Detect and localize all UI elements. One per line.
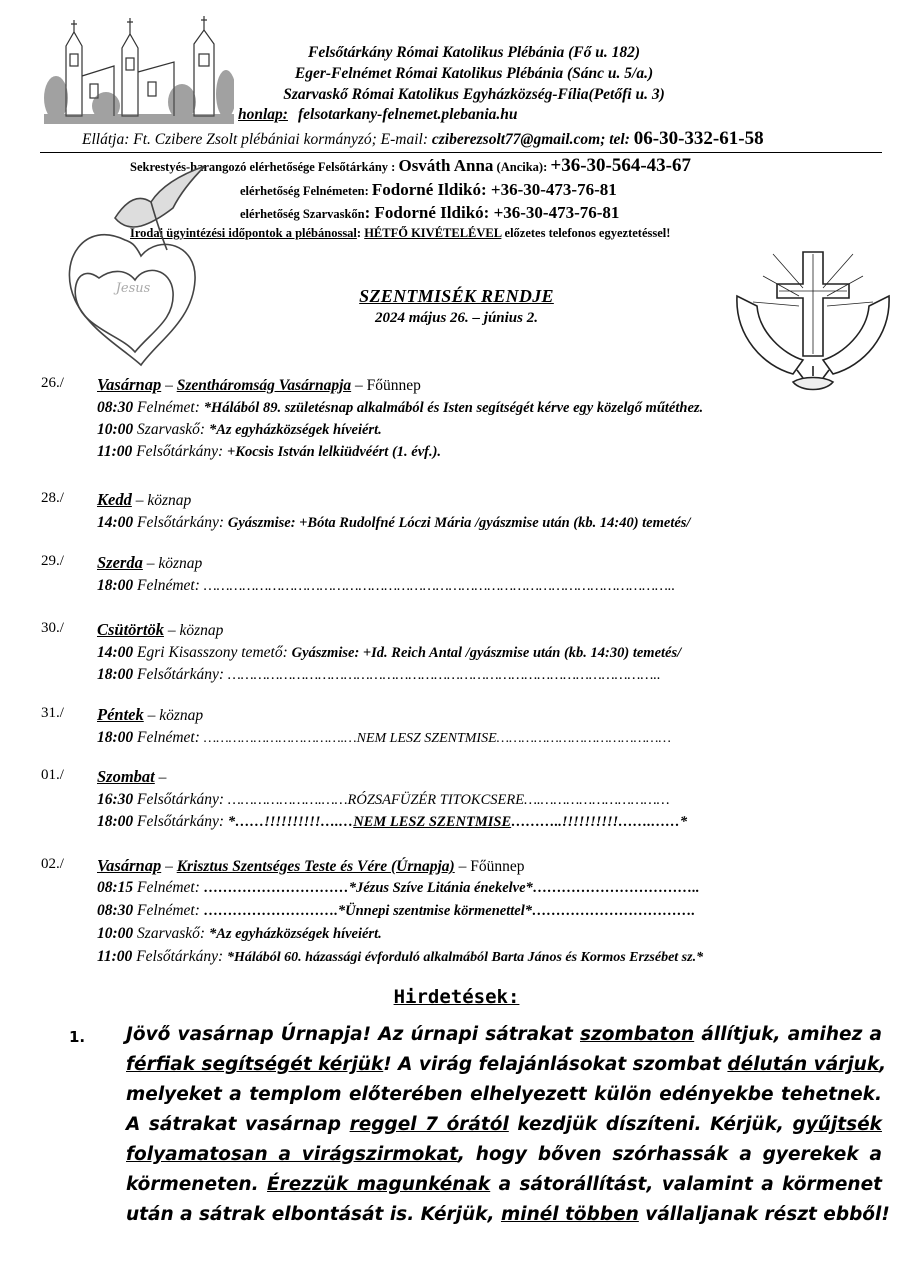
announcement-segment: ! A virág felajánlásokat szombat [383,1054,728,1075]
mass-place: Felnémet: [133,399,204,416]
mass-place: Felsőtárkány: [132,948,228,965]
parish-line-1: Felsőtárkány Római Katolikus Plébánia (Fő u. 182) [308,44,640,61]
mass-place: Felnémet: [133,902,204,919]
day-name: Kedd [97,490,132,509]
announcement-segment: Érezzük magunkénak [267,1174,491,1195]
mass-intention: *Hálából 89. születésnap alkalmából és Isten segítségét kérve egy közelgő műtéthez. [203,400,704,416]
parish-line-2: Eger-Felnémet Római Katolikus Plébánia (Sánc u. 5/a.) [294,65,654,82]
szarvasko-value: : Fodorné Ildikó: +36-30-473-76-81 [364,203,620,222]
day-number: 01./ [41,767,64,783]
announcement-segment: kezdjük díszíteni. Kérjük, [508,1114,793,1135]
announcement-line [126,1170,882,1200]
day-number: 28./ [41,490,64,506]
day-heading [97,375,421,395]
mass-time: 16:30 [97,791,134,808]
mass-entry [97,902,695,920]
mass-entry [97,925,382,943]
mass-time: 08:15 [97,879,134,896]
felnemet-label: elérhetőség Felnémeten: [240,184,372,198]
office-hours-exception: HÉTFŐ KIVÉTELÉVEL [364,226,502,240]
header-divider [40,152,882,153]
feast-name: Krisztus Szentséges Teste és Vére (Úrnapja) [176,858,455,875]
mass-time: 18:00 [97,813,134,830]
announcement-line [126,1050,887,1080]
mass-entry [97,399,703,417]
office-hours-note: előzetes telefonos egyeztetéssel! [501,226,671,240]
office-hours-label: Irodai ügyintézési időpontok a plébánossal [130,226,357,240]
day-heading [97,856,524,876]
mass-place: Felsőtárkány: [133,514,228,531]
announcement-segment: , [879,1054,887,1075]
day-heading [97,705,203,725]
parish-line-3: Szarvaskő Római Katolikus Egyházközség-Fília(Petőfi u. 3) [283,86,665,103]
mass-entry [97,443,441,461]
mass-place: Szarvaskő: [133,421,209,438]
sacristan-phone[interactable]: +36-30-564-43-67 [550,155,692,176]
mass-intention: ……………………………………………………………………………………….. [227,667,661,683]
szarvasko-label: elérhetőség Szarvaskőn [240,207,365,221]
office-hours-sep: : [356,226,365,240]
mass-time: 10:00 [97,421,134,438]
day-name: Szerda [97,553,143,572]
day-number: 26./ [41,375,64,391]
announcement-number: 1. [69,1028,86,1046]
announcement-line [126,1140,882,1170]
day-sep: – köznap [142,555,203,572]
announcement-segment: után a sátrak elbontását is. Kérjük, [126,1204,501,1225]
mass-time: 14:00 [97,514,134,531]
announcement-segment: a sátorállítást, valamint a körmenet [490,1174,882,1195]
mass-place: Felsőtárkány: [133,666,228,683]
day-name: Csütörtök [97,620,164,639]
day-sep: – köznap [143,707,204,724]
mass-entry [97,514,690,532]
mass-entry [97,421,382,439]
mass-entry [97,577,675,595]
announcements-title: Hirdetések: [393,986,520,1008]
szarvasko-contact [240,203,619,223]
tel-label: tel: [605,131,634,148]
day-sep: – [154,769,167,786]
mass-intention: +Kocsis István lelkiüdvéért (1. évf.). [227,444,442,460]
sacristan-nick: (Ancika): [493,160,551,174]
announcement-segment: körmeneten. [126,1174,268,1195]
mass-entry [97,791,670,809]
day-sep: – [161,377,177,394]
day-sep: – köznap [131,492,192,509]
announcement-segment: melyeket a templom előterében elhelyezett külön edényekbe tehetnek. [126,1084,882,1105]
announcement-segment: , hogy bőven szórhassák a gyerekek a [457,1144,882,1165]
day-name: Vasárnap [97,856,162,875]
announcement-segment: vállaljanak részt ebből! [638,1204,890,1225]
mass-place: Szarvaskő: [133,925,209,942]
mass-time: 11:00 [97,948,133,965]
announcement-segment: folyamatosan a virágszirmokat [126,1144,458,1165]
mass-intention: Gyászmise: +Id. Reich Antal /gyászmise után (kb. 14:30) temetés/ [291,645,682,661]
day-sep: – köznap [163,622,224,639]
mass-intention: ……………………………………………………………………………………………….. [203,578,676,594]
mass-intention: *Hálából 60. házassági évforduló alkalmából Barta János és Kormos Erzsébet sz.* [227,950,704,965]
day-name: Szombat [97,767,155,786]
felnemet-value: Fodorné Ildikó: +36-30-473-76-81 [371,180,617,199]
day-number: 31./ [41,705,64,721]
dove-hearts-illustration [55,160,215,370]
day-number: 29./ [41,553,64,569]
mass-intention: ……………………….*Ünnepi szentmise körmenettel*……………………………. [203,903,696,919]
announcement-segment: reggel 7 órától [349,1114,509,1135]
announcement-line [126,1080,882,1110]
day-name: Péntek [97,705,144,724]
mass-intention: *Az egyházközségek híveiért. [208,422,382,438]
mass-intention: …………………………….…NEM LESZ SZENTMISE…………………………………… [203,731,671,746]
feast-rank: – Főünnep [454,858,525,875]
announcement-line [126,1200,890,1230]
schedule-title: SZENTMISÉK RENDJE [359,286,554,306]
mass-intention: ………………….……RÓZSAFÜZÉR TITOKCSERE….………………………… [227,792,670,808]
mass-time: 10:00 [97,925,134,942]
mass-intention-emphasis: NEM LESZ SZENTMISE [353,814,512,830]
mass-intention-end: ………..!!!!!!!!!!…….……* [511,814,688,830]
day-heading [97,767,166,787]
mass-entry [97,666,661,684]
mass-intention: Gyászmise: +Bóta Rudolfné Lóczi Mária /gyászmise után (kb. 14:40) temetés/ [227,515,691,531]
mass-time: 08:30 [97,902,134,919]
mass-place: Felsőtárkány: [132,443,228,460]
announcement-line [126,1020,882,1050]
mass-place: Egri Kisasszony temető: [133,644,292,661]
mass-time: 14:00 [97,644,134,661]
sacristan-label: Sekrestyés-harangozó elérhetősége Felsőtárkány : [130,160,399,174]
announcement-segment: minél többen [500,1204,639,1225]
day-heading [97,553,202,573]
day-number: 30./ [41,620,64,636]
sacristan-name: Osváth Anna [398,156,494,175]
church-illustration [44,6,234,124]
feast-name: Szentháromság Vasárnapja [176,377,352,394]
website-url[interactable]: felsotarkany-felnemet.plebania.hu [297,106,518,123]
day-sep: – [161,858,177,875]
mass-place: Felnémet: [133,729,204,746]
mass-time: 18:00 [97,729,134,746]
priest-info: Ellátja: Ft. Czibere Zsolt plébániai kormányzó; E-mail: [82,131,432,148]
mass-place: Felnémet: [133,577,204,594]
mass-intention: *Az egyházközségek híveiért. [208,926,382,942]
priest-email[interactable]: cziberezsolt77@gmail.com; [431,131,606,148]
announcement-segment: gyűjtsék [792,1114,882,1135]
mass-time: 18:00 [97,577,134,594]
mass-entry [97,729,671,747]
day-heading [97,620,223,640]
announcement-text [126,1020,890,1230]
mass-place: Felnémet: [133,879,204,896]
mass-place: Felsőtárkány: [133,791,228,808]
felnemet-contact [240,180,617,200]
announcement-segment: állítjuk, amihez a [694,1024,882,1045]
mass-intention: …………………………*Jézus Szíve Litánia énekelve*…………………………….. [203,880,700,896]
mass-intention: *……!!!!!!!!!!….… [227,814,354,830]
mass-time: 08:30 [97,399,134,416]
mass-time: 11:00 [97,443,133,460]
mass-time: 18:00 [97,666,134,683]
announcement-segment: Jövő vasárnap Úrnapja! Az úrnapi sátrakat [126,1024,580,1045]
schedule-date-range: 2024 május 26. – június 2. [375,310,538,326]
day-number: 02./ [41,856,64,872]
priest-phone[interactable]: 06-30-332-61-58 [633,128,764,149]
priest-contact-line [82,128,764,150]
mass-entry [97,879,700,897]
mass-place: Felsőtárkány: [133,813,228,830]
parish-header [244,42,704,105]
svg-text:Jesus: Jesus [115,281,151,296]
mass-entry [97,644,681,662]
mass-entry [97,813,687,831]
day-name: Vasárnap [97,375,162,394]
website-label: honlap: [238,106,288,123]
announcement-segment: szombaton [579,1024,695,1045]
mass-entry [97,948,703,966]
announcement-segment: A sátrakat vasárnap [126,1114,350,1135]
website-line [238,106,518,124]
announcement-segment: délután várjuk [727,1054,880,1075]
feast-rank: – Főünnep [351,377,421,394]
announcement-segment: férfiak segítségét kérjük [126,1054,384,1075]
day-heading [97,490,191,510]
announcement-line [126,1110,882,1140]
